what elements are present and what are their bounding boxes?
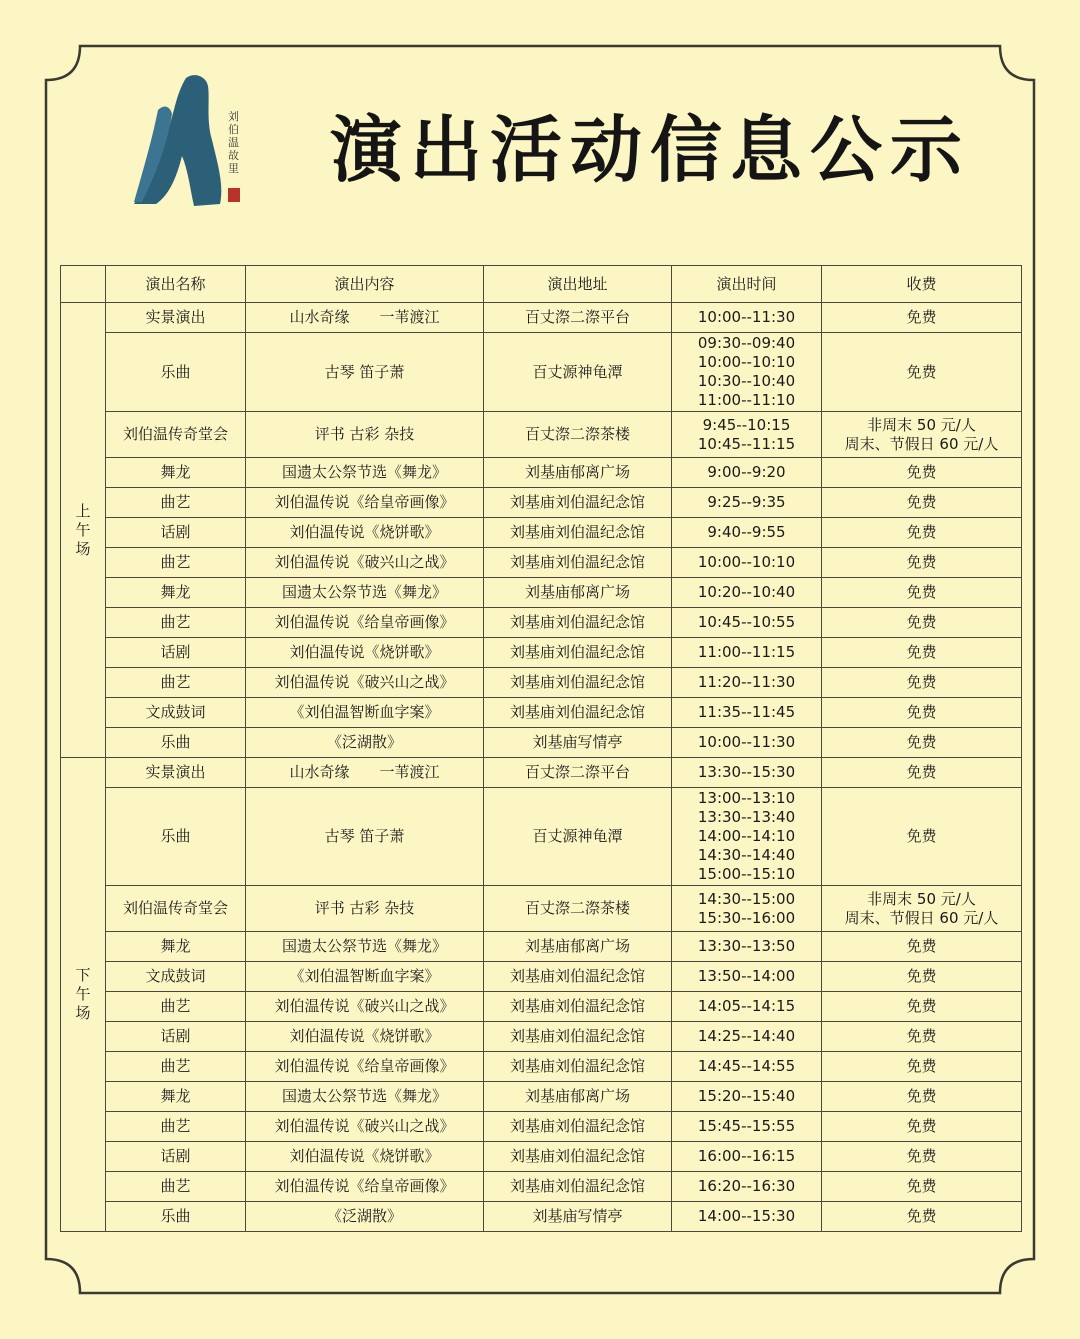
performance-fee-line: 非周末 50 元/人 [867,415,976,434]
performance-fee-line: 免费 [906,763,937,781]
performance-fee-line: 免费 [906,703,937,721]
performance-time-line: 9:00--9:20 [707,463,786,481]
performance-time [672,638,822,668]
performance-content: 《刘伯温智断血字案》 [246,698,484,728]
performance-name: 话剧 [106,518,246,548]
performance-fee [822,488,1022,518]
performance-name: 乐曲 [106,1202,246,1232]
performance-time-line: 14:30--14:40 [697,846,796,864]
schedule-row [61,728,1022,758]
schedule-row [61,638,1022,668]
performance-time-line: 15:20--15:40 [697,1087,796,1105]
performance-time-line: 16:20--16:30 [697,1177,796,1195]
performance-venue: 刘基庙刘伯温纪念馆 [484,668,672,698]
performance-name: 乐曲 [106,333,246,412]
performance-time-line: 9:45--10:15 [702,415,791,434]
performance-fee-line: 免费 [906,1057,937,1075]
schedule-row [61,548,1022,578]
performance-content: 刘伯温传说《给皇帝画像》 [246,1052,484,1082]
performance-venue: 刘基庙刘伯温纪念馆 [484,698,672,728]
performance-time-line: 10:00--10:10 [697,353,796,371]
performance-fee-line: 免费 [906,673,937,691]
performance-time [672,458,822,488]
schedule-row [61,303,1022,333]
performance-name: 文成鼓词 [106,698,246,728]
performance-time [672,886,822,932]
performance-time [672,303,822,333]
page-title: 演出活动信息公示 [330,108,971,192]
performance-venue: 刘基庙郁离广场 [484,578,672,608]
performance-time-line: 15:00--15:10 [697,865,796,883]
schedule-row [61,698,1022,728]
performance-fee-line: 免费 [906,523,937,541]
performance-fee-line: 免费 [906,997,937,1015]
performance-content: 国遗太公祭节选《舞龙》 [246,458,484,488]
performance-content: 刘伯温传说《给皇帝画像》 [246,488,484,518]
performance-time [672,548,822,578]
performance-time-line: 14:30--15:00 [697,889,796,908]
performance-time [672,1172,822,1202]
performance-fee [822,548,1022,578]
schedule-row [61,758,1022,788]
performance-time [672,578,822,608]
performance-venue: 百丈漈二漈平台 [484,303,672,333]
logo [128,70,248,210]
performance-venue: 百丈漈二漈茶楼 [484,412,672,458]
performance-time [672,788,822,886]
performance-name: 乐曲 [106,728,246,758]
performance-content: 国遗太公祭节选《舞龙》 [246,1082,484,1112]
schedule-row [61,1082,1022,1112]
performance-name: 刘伯温传奇堂会 [106,886,246,932]
performance-time-line: 10:00--10:10 [697,553,796,571]
performance-fee-line: 免费 [906,362,937,381]
performance-time [672,698,822,728]
performance-time-line: 14:00--14:10 [697,827,796,845]
performance-content: 刘伯温传说《给皇帝画像》 [246,608,484,638]
performance-time-line: 11:00--11:10 [697,391,796,409]
section-label-char: 上 [75,501,91,520]
performance-fee [822,638,1022,668]
performance-time-line: 10:20--10:40 [697,583,796,601]
performance-time-line: 10:00--11:30 [697,308,796,326]
performance-name: 曲艺 [106,1172,246,1202]
performance-venue: 刘基庙刘伯温纪念馆 [484,1142,672,1172]
performance-fee [822,412,1022,458]
performance-venue: 百丈源神龟潭 [484,333,672,412]
schedule-row [61,1142,1022,1172]
performance-fee [822,333,1022,412]
performance-name: 乐曲 [106,788,246,886]
performance-name: 曲艺 [106,488,246,518]
performance-time [672,608,822,638]
performance-venue: 刘基庙郁离广场 [484,458,672,488]
column-header: 演出时间 [672,266,822,303]
performance-content: 国遗太公祭节选《舞龙》 [246,932,484,962]
performance-venue: 刘基庙写情亭 [484,728,672,758]
performance-fee [822,728,1022,758]
schedule-row [61,668,1022,698]
performance-venue: 百丈源神龟潭 [484,788,672,886]
schedule-row [61,962,1022,992]
performance-name: 实景演出 [106,303,246,333]
performance-time-line: 14:05--14:15 [697,997,796,1015]
performance-time [672,1082,822,1112]
performance-time-line: 15:30--16:00 [697,908,796,927]
performance-content: 古琴 笛子萧 [246,333,484,412]
performance-name: 曲艺 [106,1052,246,1082]
performance-fee-line: 免费 [906,583,937,601]
performance-name: 话剧 [106,638,246,668]
performance-fee-line: 免费 [906,1177,937,1195]
performance-fee [822,962,1022,992]
performance-fee [822,992,1022,1022]
performance-name: 舞龙 [106,1082,246,1112]
schedule-row [61,608,1022,638]
performance-venue: 刘基庙刘伯温纪念馆 [484,518,672,548]
performance-fee-line: 免费 [906,1027,937,1045]
performance-name: 实景演出 [106,758,246,788]
performance-venue: 刘基庙刘伯温纪念馆 [484,992,672,1022]
schedule-row [61,458,1022,488]
performance-venue: 刘基庙刘伯温纪念馆 [484,962,672,992]
column-header: 演出内容 [246,266,484,303]
performance-time-line: 09:30--09:40 [697,334,796,352]
performance-time [672,932,822,962]
performance-fee-line: 免费 [906,463,937,481]
schedule-row [61,518,1022,548]
schedule-row [61,886,1022,932]
schedule-row [61,1052,1022,1082]
schedule-row [61,1112,1022,1142]
performance-fee [822,303,1022,333]
performance-venue: 刘基庙郁离广场 [484,1082,672,1112]
section-label-char: 午 [75,520,91,539]
performance-time-line: 15:45--15:55 [697,1117,796,1135]
afternoon-section-label [61,758,106,1232]
performance-time [672,488,822,518]
performance-content: 古琴 笛子萧 [246,788,484,886]
performance-fee-line: 免费 [906,1207,937,1225]
performance-name: 舞龙 [106,578,246,608]
performance-venue: 刘基庙刘伯温纪念馆 [484,1112,672,1142]
performance-content: 刘伯温传说《破兴山之战》 [246,992,484,1022]
performance-content: 刘伯温传说《烧饼歌》 [246,1022,484,1052]
performance-fee [822,578,1022,608]
schedule-row [61,1172,1022,1202]
performance-fee-line: 免费 [906,308,937,326]
performance-time-line: 13:30--13:50 [697,937,796,955]
performance-content: 《刘伯温智断血字案》 [246,962,484,992]
column-header: 演出地址 [484,266,672,303]
performance-content: 刘伯温传说《破兴山之战》 [246,668,484,698]
performance-venue: 刘基庙写情亭 [484,1202,672,1232]
performance-time [672,758,822,788]
performance-fee [822,1082,1022,1112]
performance-fee [822,1142,1022,1172]
performance-name: 曲艺 [106,608,246,638]
performance-fee-line: 免费 [906,493,937,511]
performance-time-line: 16:00--16:15 [697,1147,796,1165]
performance-name: 文成鼓词 [106,962,246,992]
performance-fee-line: 免费 [906,613,937,631]
schedule-table [60,265,1022,1232]
performance-fee [822,458,1022,488]
performance-fee [822,1052,1022,1082]
performance-fee [822,668,1022,698]
performance-time [672,412,822,458]
performance-time-line: 13:30--15:30 [697,763,796,781]
performance-content: 刘伯温传说《烧饼歌》 [246,638,484,668]
performance-fee-line: 周末、节假日 60 元/人 [844,908,999,927]
performance-time-line: 10:00--11:30 [697,733,796,751]
section-label-char: 场 [75,539,91,558]
performance-name: 曲艺 [106,668,246,698]
performance-fee-line: 免费 [906,1087,937,1105]
performance-venue: 刘基庙刘伯温纪念馆 [484,1052,672,1082]
performance-fee [822,886,1022,932]
performance-content: 刘伯温传说《烧饼歌》 [246,1142,484,1172]
performance-fee-line: 免费 [906,937,937,955]
performance-fee [822,698,1022,728]
performance-fee-line: 免费 [906,1117,937,1135]
performance-content: 山水奇缘 一苇渡江 [246,758,484,788]
performance-name: 曲艺 [106,548,246,578]
logo-seal [228,188,240,202]
performance-venue: 刘基庙刘伯温纪念馆 [484,1172,672,1202]
performance-time [672,1142,822,1172]
section-label-char: 下 [75,966,91,984]
performance-fee-line: 免费 [906,643,937,661]
header-row [61,266,1022,303]
performance-content: 评书 古彩 杂技 [246,412,484,458]
morning-section-label [61,303,106,758]
performance-fee-line: 免费 [906,827,937,845]
performance-venue: 刘基庙刘伯温纪念馆 [484,1022,672,1052]
performance-time-line: 13:30--13:40 [697,808,796,826]
performance-time [672,962,822,992]
performance-fee [822,608,1022,638]
performance-venue: 刘基庙刘伯温纪念馆 [484,638,672,668]
performance-time-line: 9:40--9:55 [707,523,786,541]
column-header: 演出名称 [106,266,246,303]
performance-time-line: 10:30--10:40 [697,372,796,390]
performance-time [672,1202,822,1232]
performance-content: 《泛湖散》 [246,728,484,758]
performance-fee [822,1022,1022,1052]
performance-time [672,1112,822,1142]
performance-fee-line: 周末、节假日 60 元/人 [844,434,999,453]
performance-time-line: 13:00--13:10 [697,789,796,807]
performance-fee [822,1112,1022,1142]
performance-time-line: 11:20--11:30 [697,673,796,691]
performance-time-line: 11:35--11:45 [697,703,796,721]
performance-fee [822,932,1022,962]
performance-name: 舞龙 [106,458,246,488]
performance-fee [822,1202,1022,1232]
performance-name: 话剧 [106,1142,246,1172]
logo-calligraphy: 刘伯温故里 [228,110,239,175]
section-label-char: 午 [75,985,91,1003]
performance-time-line: 14:45--14:55 [697,1057,796,1075]
performance-time-line: 11:00--11:15 [697,643,796,661]
performance-venue: 刘基庙刘伯温纪念馆 [484,488,672,518]
performance-fee-line: 免费 [906,967,937,985]
performance-name: 话剧 [106,1022,246,1052]
section-label-char: 场 [75,1004,91,1022]
performance-content: 刘伯温传说《烧饼歌》 [246,518,484,548]
performance-time-line: 10:45--11:15 [697,434,796,453]
schedule-row [61,412,1022,458]
schedule-row [61,488,1022,518]
performance-time [672,518,822,548]
performance-time [672,668,822,698]
schedule-row [61,788,1022,886]
performance-fee-line: 非周末 50 元/人 [867,889,976,908]
performance-time [672,992,822,1022]
schedule-row [61,1022,1022,1052]
performance-venue: 百丈漈二漈茶楼 [484,886,672,932]
performance-time [672,728,822,758]
performance-time-line: 14:25--14:40 [697,1027,796,1045]
performance-content: 评书 古彩 杂技 [246,886,484,932]
performance-name: 舞龙 [106,932,246,962]
performance-venue: 刘基庙郁离广场 [484,932,672,962]
performance-content: 刘伯温传说《破兴山之战》 [246,1112,484,1142]
performance-fee-line: 免费 [906,1147,937,1165]
performance-name: 刘伯温传奇堂会 [106,412,246,458]
performance-name: 曲艺 [106,992,246,1022]
performance-time-line: 14:00--15:30 [697,1207,796,1225]
performance-time [672,1022,822,1052]
performance-content: 《泛湖散》 [246,1202,484,1232]
performance-venue: 刘基庙刘伯温纪念馆 [484,548,672,578]
performance-fee [822,758,1022,788]
performance-fee-line: 免费 [906,733,937,751]
performance-fee [822,518,1022,548]
performance-venue: 百丈漈二漈平台 [484,758,672,788]
performance-name: 曲艺 [106,1112,246,1142]
performance-time [672,333,822,412]
performance-time-line: 10:45--10:55 [697,613,796,631]
schedule-row [61,932,1022,962]
schedule-row [61,333,1022,412]
performance-fee [822,788,1022,886]
performance-content: 山水奇缘 一苇渡江 [246,303,484,333]
performance-fee [822,1172,1022,1202]
performance-time-line: 13:50--14:00 [697,967,796,985]
performance-content: 国遗太公祭节选《舞龙》 [246,578,484,608]
performance-content: 刘伯温传说《给皇帝画像》 [246,1172,484,1202]
performance-content: 刘伯温传说《破兴山之战》 [246,548,484,578]
performance-venue: 刘基庙刘伯温纪念馆 [484,608,672,638]
header-corner [61,266,106,303]
column-header: 收费 [822,266,1022,303]
performance-time-line: 9:25--9:35 [707,493,786,511]
schedule-row [61,578,1022,608]
performance-time [672,1052,822,1082]
schedule-row [61,992,1022,1022]
schedule-row [61,1202,1022,1232]
performance-fee-line: 免费 [906,553,937,571]
